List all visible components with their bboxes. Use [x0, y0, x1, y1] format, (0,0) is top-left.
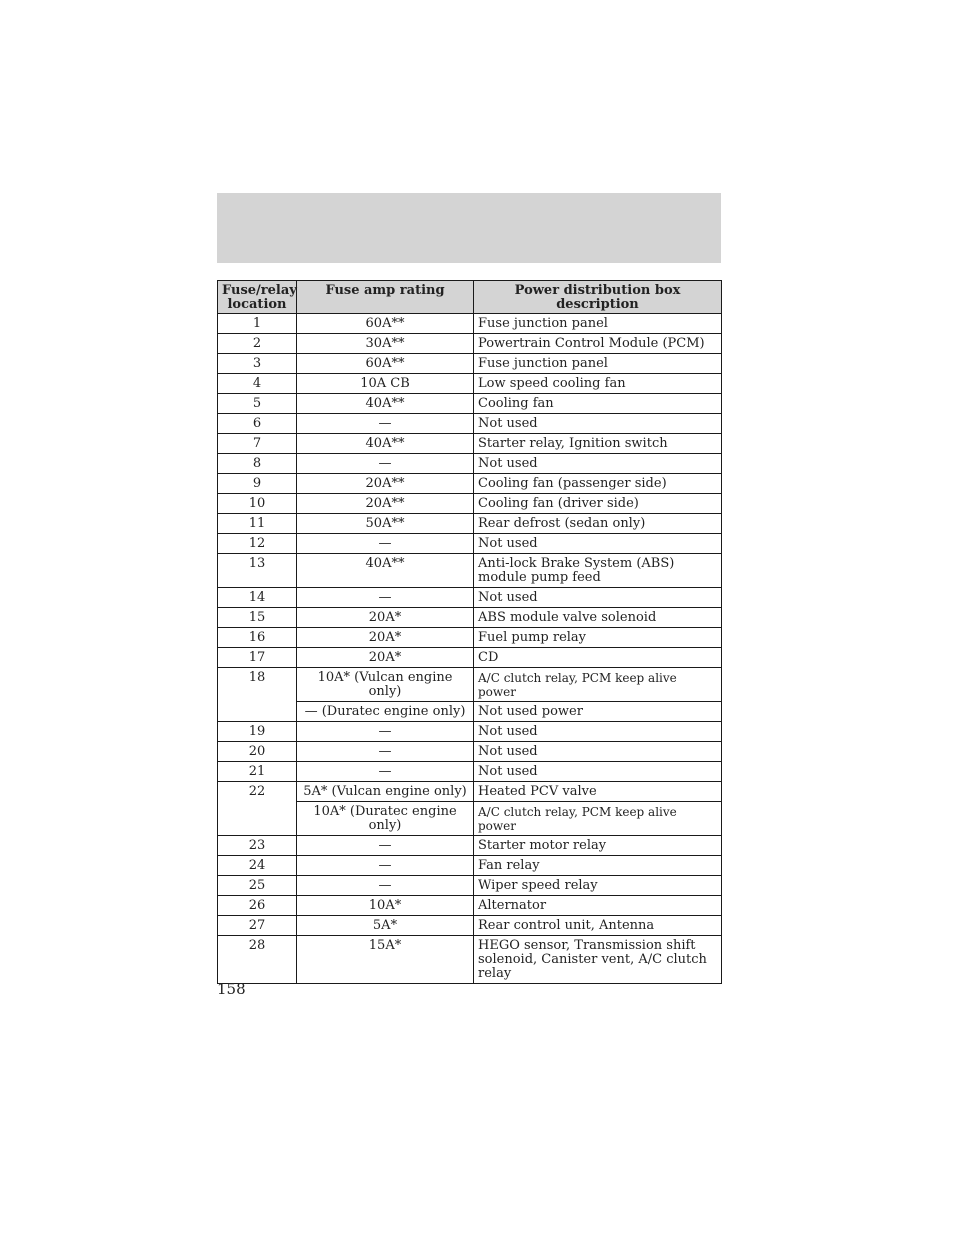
amp-cell: 60A** — [297, 354, 474, 374]
description-cell: Rear defrost (sedan only) — [474, 514, 722, 534]
amp-cell: — — [297, 876, 474, 896]
amp-cell: 5A* (Vulcan engine only) — [297, 782, 474, 802]
amp-cell: 30A** — [297, 334, 474, 354]
description-cell: A/C clutch relay, PCM keep alive power — [474, 802, 722, 836]
amp-cell: 10A* — [297, 896, 474, 916]
table-row — [218, 722, 722, 742]
location-cell: 8 — [218, 454, 297, 474]
location-cell: 14 — [218, 588, 297, 608]
amp-cell: 10A* (Duratec engine only) — [297, 802, 474, 836]
table-row — [218, 588, 722, 608]
table-row — [218, 608, 722, 628]
location-cell: 17 — [218, 648, 297, 668]
table-row — [218, 394, 722, 414]
header-location: Fuse/relay location — [218, 281, 297, 314]
location-cell: 1 — [218, 314, 297, 334]
table-row — [218, 474, 722, 494]
location-cell: 13 — [218, 554, 297, 588]
description-cell: Not used — [474, 534, 722, 554]
location-cell: 6 — [218, 414, 297, 434]
table-row — [218, 762, 722, 782]
description-cell: Not used — [474, 742, 722, 762]
amp-cell: — (Duratec engine only) — [297, 702, 474, 722]
location-cell: 18 — [218, 668, 297, 722]
description-cell: Anti-lock Brake System (ABS) module pump feed — [474, 554, 722, 588]
table-row — [218, 374, 722, 394]
amp-cell: — — [297, 588, 474, 608]
power-distribution-box-table — [217, 280, 722, 984]
description-cell: Alternator — [474, 896, 722, 916]
location-cell: 3 — [218, 354, 297, 374]
header-description: Power distribution box description — [474, 281, 722, 314]
table-row — [218, 494, 722, 514]
description-cell: Cooling fan (driver side) — [474, 494, 722, 514]
description-cell: Wiper speed relay — [474, 876, 722, 896]
description-cell: Low speed cooling fan — [474, 374, 722, 394]
description-cell: Starter motor relay — [474, 836, 722, 856]
location-cell: 28 — [218, 936, 297, 984]
table-row — [218, 334, 722, 354]
location-cell: 27 — [218, 916, 297, 936]
header-amp-rating: Fuse amp rating — [297, 281, 474, 314]
description-cell: Not used — [474, 762, 722, 782]
table-row — [218, 856, 722, 876]
location-cell: 26 — [218, 896, 297, 916]
description-cell: HEGO sensor, Transmission shift solenoid, Canister vent, A/C clutch relay — [474, 936, 722, 984]
description-cell: Powertrain Control Module (PCM) — [474, 334, 722, 354]
amp-cell: — — [297, 856, 474, 876]
description-cell: Rear control unit, Antenna — [474, 916, 722, 936]
description-cell: Fuse junction panel — [474, 354, 722, 374]
location-cell: 19 — [218, 722, 297, 742]
amp-cell: 40A** — [297, 554, 474, 588]
amp-cell: 15A* — [297, 936, 474, 984]
amp-cell: — — [297, 742, 474, 762]
amp-cell: 10A CB — [297, 374, 474, 394]
location-cell: 12 — [218, 534, 297, 554]
description-cell: Fuse junction panel — [474, 314, 722, 334]
location-cell: 2 — [218, 334, 297, 354]
amp-cell: 5A* — [297, 916, 474, 936]
location-cell: 11 — [218, 514, 297, 534]
description-cell: Not used — [474, 722, 722, 742]
location-cell: 20 — [218, 742, 297, 762]
description-cell: CD — [474, 648, 722, 668]
table-row — [218, 782, 722, 802]
table-header-row — [218, 281, 722, 314]
amp-cell: 60A** — [297, 314, 474, 334]
location-cell: 22 — [218, 782, 297, 836]
amp-cell: 50A** — [297, 514, 474, 534]
table-row — [218, 896, 722, 916]
location-cell: 4 — [218, 374, 297, 394]
location-cell: 23 — [218, 836, 297, 856]
table-row — [218, 648, 722, 668]
location-cell: 15 — [218, 608, 297, 628]
location-cell: 25 — [218, 876, 297, 896]
table-row — [218, 876, 722, 896]
section-header-band — [217, 193, 721, 263]
description-cell: Cooling fan (passenger side) — [474, 474, 722, 494]
location-cell: 24 — [218, 856, 297, 876]
location-cell: 7 — [218, 434, 297, 454]
table-row — [218, 916, 722, 936]
description-cell: Not used — [474, 414, 722, 434]
amp-cell: 20A* — [297, 628, 474, 648]
description-cell: Heated PCV valve — [474, 782, 722, 802]
amp-cell: — — [297, 414, 474, 434]
description-cell: Starter relay, Ignition switch — [474, 434, 722, 454]
amp-cell: 40A** — [297, 434, 474, 454]
table-row — [218, 742, 722, 762]
location-cell: 21 — [218, 762, 297, 782]
table-row — [218, 434, 722, 454]
table-row — [218, 354, 722, 374]
table-row — [218, 314, 722, 334]
description-cell: Not used — [474, 454, 722, 474]
location-cell: 10 — [218, 494, 297, 514]
amp-cell: — — [297, 722, 474, 742]
table-row — [218, 534, 722, 554]
page-number: 158 — [217, 980, 246, 998]
description-cell: Fan relay — [474, 856, 722, 876]
location-cell: 16 — [218, 628, 297, 648]
amp-cell: 20A** — [297, 474, 474, 494]
description-cell: Cooling fan — [474, 394, 722, 414]
amp-cell: — — [297, 534, 474, 554]
amp-cell: — — [297, 762, 474, 782]
description-cell: ABS module valve solenoid — [474, 608, 722, 628]
amp-cell: 20A* — [297, 608, 474, 628]
location-cell: 5 — [218, 394, 297, 414]
amp-cell: — — [297, 836, 474, 856]
description-cell: A/C clutch relay, PCM keep alive power — [474, 668, 722, 702]
amp-cell: 20A** — [297, 494, 474, 514]
description-cell: Not used power — [474, 702, 722, 722]
amp-cell: 40A** — [297, 394, 474, 414]
amp-cell: 20A* — [297, 648, 474, 668]
table-row — [218, 454, 722, 474]
table-row — [218, 936, 722, 984]
location-cell: 9 — [218, 474, 297, 494]
table-row — [218, 554, 722, 588]
table-row — [218, 836, 722, 856]
amp-cell: 10A* (Vulcan engine only) — [297, 668, 474, 702]
description-cell: Fuel pump relay — [474, 628, 722, 648]
amp-cell: — — [297, 454, 474, 474]
table-row — [218, 668, 722, 702]
table-row — [218, 514, 722, 534]
description-cell: Not used — [474, 588, 722, 608]
table-row — [218, 628, 722, 648]
table-row — [218, 414, 722, 434]
